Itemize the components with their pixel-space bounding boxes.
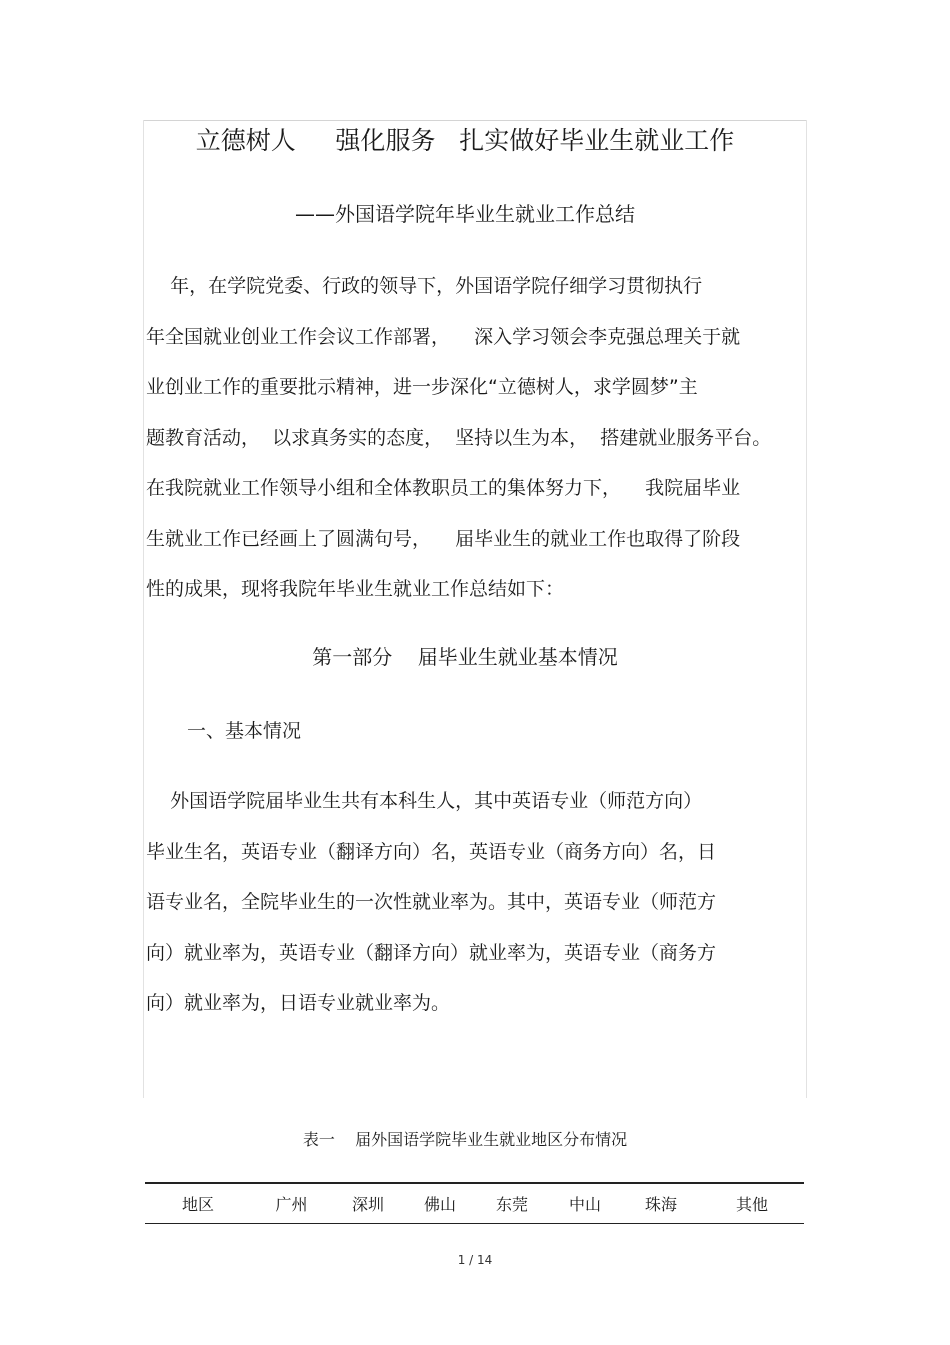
paragraph-line: 生就业工作已经画上了圆满句号， 届毕业生的就业工作也取得了阶段 — [146, 527, 741, 550]
employment-region-table — [145, 1182, 804, 1224]
paragraph-line: 年，在学院党委、行政的领导下，外国语学院仔细学习贯彻执行 — [146, 275, 703, 297]
paragraph-line: 年全国就业创业工作会议工作部署， 深入学习领会李克强总理关于就 — [146, 325, 741, 348]
page-number: 1 / 14 — [457, 1253, 493, 1267]
sub-heading: 一、基本情况 — [187, 720, 302, 742]
table-header-cell: 东莞 — [476, 1183, 548, 1224]
paragraph-line: 向）就业率为，英语专业（翻译方向）就业率为，英语专业（商务方 — [146, 941, 717, 964]
table-header-cell: 珠海 — [622, 1183, 700, 1224]
table-caption: 表一 届外国语学院毕业生就业地区分布情况 — [302, 1130, 628, 1149]
section-heading: 第一部分 届毕业生就业基本情况 — [312, 645, 618, 669]
page-frame-left-border — [143, 120, 144, 1098]
basic-info-paragraph — [146, 776, 806, 1029]
table-header-cell: 其他 — [700, 1183, 804, 1224]
document-subtitle: ——外国语学院年毕业生就业工作总结 — [295, 202, 635, 226]
document-title: 立德树人 强化服务 扎实做好毕业生就业工作 — [195, 126, 735, 155]
table-header-row — [145, 1183, 804, 1224]
table-header-cell: 中山 — [548, 1183, 622, 1224]
table-header-cell: 佛山 — [404, 1183, 476, 1224]
paragraph-line: 向）就业率为，日语专业就业率为。 — [146, 992, 451, 1014]
paragraph-line: 在我院就业工作领导小组和全体教职员工的集体努力下， 我院届毕业 — [146, 477, 741, 499]
paragraph-line: 题教育活动， 以求真务实的态度， 坚持以生为本， 搭建就业服务平台。 — [146, 426, 772, 449]
paragraph-line: 性的成果，现将我院年毕业生就业工作总结如下： — [146, 578, 565, 600]
paragraph-line: 毕业生名，英语专业（翻译方向）名，英语专业（商务方向）名，日 — [146, 840, 717, 863]
table-header-cell: 深圳 — [332, 1183, 404, 1224]
paragraph-line: 业创业工作的重要批示精神，进一步深化“立德树人，求学圆梦”主 — [146, 376, 698, 398]
intro-paragraph — [146, 261, 806, 615]
paragraph-line: 语专业名，全院毕业生的一次性就业率为。其中，英语专业（师范方 — [146, 891, 717, 913]
table-header-cell: 广州 — [251, 1183, 332, 1224]
page-frame-right-border — [806, 120, 807, 1098]
table-header-cell: 地区 — [145, 1183, 251, 1224]
paragraph-line: 外国语学院届毕业生共有本科生人，其中英语专业（师范方向） — [146, 790, 703, 812]
